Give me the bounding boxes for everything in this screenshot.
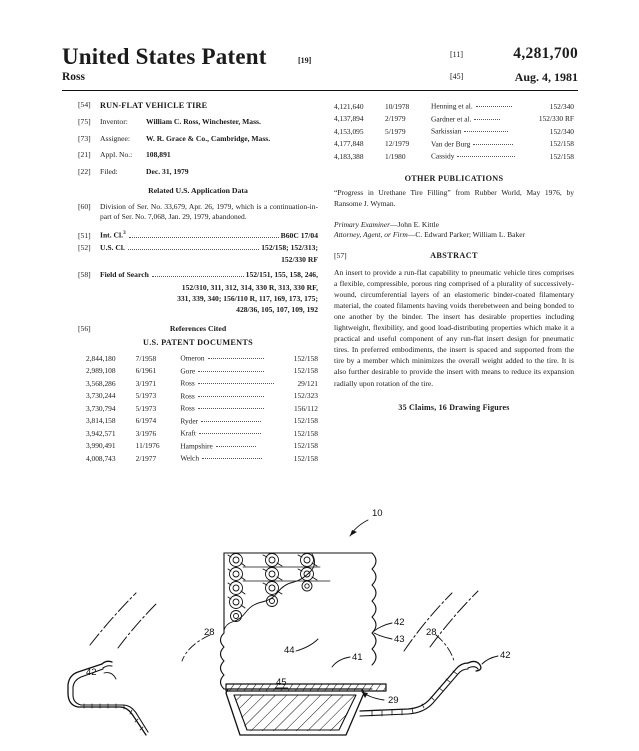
field-code-58: [58] [78,270,91,280]
field-code-73: [73] [78,133,91,143]
reference-name: Welch [174,452,273,465]
dot-leader [202,452,262,459]
right-column [334,100,574,413]
callout-leaders [104,520,498,700]
abstract-heading-row [334,250,574,261]
reference-number: 4,183,388 [334,151,364,161]
callout-28-left: 28 [204,627,215,638]
reference-number: 3,730,244 [86,391,116,401]
reference-class: 152/158 [549,151,574,161]
field-of-search-line-3: 331, 339, 340; 156/110 R, 117, 169, 173, 175; [177,293,318,303]
dot-leader [473,138,513,145]
us-cl-label: U.S. Cl. [100,243,125,253]
callout-labels [86,508,511,706]
dot-leader [198,377,274,384]
related-application-heading: Related U.S. Application Data [148,186,248,196]
reference-class: 152/158 [293,441,318,451]
reference-rows-left [78,352,318,465]
abstract-text: An insert to provide a run-flat capability to pneumatic vehicle tires comprises a flexible, compressible, porous ring comprised of a plurality of successively-wound, circumferential layers of an elastomeric binder-coated filamentary material, the coated filaments having voids therebetween and being bonded to one another by the binder. The insert has desirable properties including lightweight, flexibility, and good load-distributing properties which make it a practical and useful component of any run-flat insert design for pneumatic tires. In preferred embodiments, the insert is spaced and supported from the tire by a member which minimizes the overall weight added to the tire. It is also further desirable to provide the insert with means to reduce its expansion radially upon rotation of the tire. [334,267,574,388]
reference-number: 3,730,794 [86,403,116,413]
insert-carrier-cup [226,689,364,735]
us-patent-documents-heading: U.S. PATENT DOCUMENTS [142,337,254,347]
field-code-56: [56] [78,323,91,333]
dot-leader [152,269,244,277]
office-title: United States Patent [62,44,267,69]
reference-class: 29/121 [297,378,318,388]
reference-date: 6/1974 [135,416,157,426]
inventor-value: William C. Ross, Winchester, Mass. [146,117,261,127]
field-code-75: [75] [78,117,91,127]
references-cited-row [78,324,318,335]
header-divider-rule [62,90,578,91]
reference-name: Henning et al. [425,100,522,113]
reference-name: Ross [174,402,273,415]
callout-41: 41 [352,652,363,663]
primary-examiner-label: Primary Examiner [334,219,391,229]
left-column [78,100,318,464]
field-code-51: [51] [78,230,91,240]
field-of-search-line-2: 152/310, 311, 312, 314, 330 R, 313, 330 RF, [181,282,318,292]
dot-leader [198,402,264,409]
field-of-search-value: 152/151, 155, 158, 246, [245,270,318,280]
patent-header [62,44,578,92]
table-row [78,389,318,402]
biblio-row-appl-no [78,150,318,160]
us-patent-documents-table-right [334,100,574,163]
patent-drawing-svg [0,495,639,751]
reference-class: 152/158 [293,416,318,426]
dot-leader [476,100,512,107]
reference-number: 2,844,180 [86,353,116,363]
biblio-row-title [78,100,318,111]
dot-leader [199,427,261,434]
reference-class: 152/158 [549,139,574,149]
reference-number: 3,990,491 [86,441,116,451]
sidewall-phantom-lines [90,591,478,651]
biblio-row-assignee [78,134,318,144]
reference-name: Ross [174,389,273,402]
reference-class: 156/112 [294,403,318,413]
table-row [78,402,318,415]
patent-number: 4,281,700 [513,45,578,62]
dot-leader [198,365,264,372]
reference-date: 5/1973 [135,403,157,413]
dot-leader [198,390,264,397]
reference-number: 4,008,743 [86,453,116,463]
reference-class: 152/323 [293,391,318,401]
reference-name: Gardner et al. [425,113,522,126]
table-row [78,452,318,465]
reference-date: 1/1980 [385,151,406,161]
appl-no-label: Appl. No.: [100,150,133,160]
reference-class: 152/158 [293,428,318,438]
assignee-value: W. R. Grace & Co., Cambridge, Mass. [146,133,271,143]
reference-rows-right [334,100,574,163]
reference-name: Omeron [174,352,273,365]
callout-42-left: 42 [86,667,97,678]
issue-date: Aug. 4, 1981 [514,70,578,84]
reference-class: 152/158 [293,353,318,363]
reference-date: 12/1979 [385,139,410,149]
field-code-19: [19] [298,56,312,65]
reference-class: 152/340 [549,101,574,111]
callout-10: 10 [372,508,383,519]
dot-leader [208,352,264,359]
reference-name: Hampshire [174,439,273,452]
biblio-row-filed [78,167,318,177]
reference-class: 152/330 RF [538,114,574,124]
field-of-search-row [78,269,318,280]
field-code-22: [22] [78,166,91,176]
field-code-57: [57] [334,251,347,261]
callout-44: 44 [284,645,295,656]
reference-name: Gore [174,364,273,377]
attorney-line [334,230,574,241]
reference-number: 3,568,286 [86,378,116,388]
invention-title: RUN-FLAT VEHICLE TIRE [100,101,208,110]
table-row [334,100,574,113]
other-publications-heading: OTHER PUBLICATIONS [404,173,504,183]
field-code-11: [11] [450,50,464,59]
field-code-52: [52] [78,243,91,253]
filed-value: Dec. 31, 1979 [146,166,189,176]
table-row [78,364,318,377]
reference-date: 3/1976 [135,428,157,438]
us-cl-row [78,242,318,253]
reference-date: 11/1976 [135,441,160,451]
callout-28-right: 28 [426,627,437,638]
other-publications-text: “Progress in Urethane Tire Filling” from Rubber World, May 1976, by Ransome J. Wyman. [334,187,574,208]
inventor-surname: Ross [62,71,86,83]
reference-number: 2,989,108 [86,366,116,376]
reference-name: Ryder [174,414,273,427]
reference-date: 6/1961 [135,366,157,376]
table-row [78,414,318,427]
reference-class: 152/158 [293,453,318,463]
callout-43: 43 [394,634,405,645]
table-row [334,125,574,138]
related-application-row [78,202,318,223]
reference-date: 2/1979 [385,114,406,124]
table-row [78,439,318,452]
attorney-value: —C. Edward Parker; William L. Baker [407,230,526,240]
int-cl-label: Int. Cl.$^3$ [100,230,126,240]
field-code-21: [21] [78,150,91,160]
reference-name: Van der Burg [425,138,522,151]
reference-number: 4,153,095 [334,126,364,136]
reference-name: Cassidy [425,150,522,163]
primary-examiner-value: —John E. Kittle [390,219,439,229]
field-code-60: [60] [78,201,91,211]
int-cl-value: B60C 17/04 [280,230,318,240]
table-row [78,377,318,390]
table-row [78,427,318,440]
reference-name: Sarkissian [425,125,522,138]
table-row [78,352,318,365]
biblio-row-inventor [78,117,318,127]
reference-number: 3,814,158 [86,416,116,426]
reference-class: 152/340 [549,126,574,136]
field-of-search-line-4: 428/36, 105, 107, 109, 192 [236,304,318,314]
reference-name: Ross [174,377,273,390]
assignee-label: Assignee: [100,133,130,143]
references-cited-heading: References Cited [169,323,227,333]
abstract-heading: ABSTRACT [430,251,478,261]
dot-leader [201,415,261,422]
table-row [334,150,574,163]
inventor-label: Inventor: [100,117,128,127]
reference-name: Kraft [174,427,273,440]
patent-drawing [0,495,639,751]
int-cl-row [78,230,318,241]
callout-29: 29 [388,695,399,706]
field-code-45: [45] [450,72,464,81]
int-cl-superscript: 3 [123,230,126,237]
primary-examiner-line [334,220,574,231]
reference-number: 4,121,640 [334,101,364,111]
table-row [334,113,574,126]
rim-band [226,684,386,691]
us-cl-value: 152/158; 152/313; [261,243,318,253]
dot-leader [474,113,500,120]
callout-42-rim: 42 [394,617,405,628]
reference-date: 10/1978 [385,101,410,111]
reference-number: 3,942,571 [86,428,116,438]
dot-leader [129,230,279,238]
reference-date: 5/1973 [135,391,157,401]
reference-number: 4,137,894 [334,114,364,124]
field-code-54: [54] [78,100,91,109]
insert-ring-body [221,553,377,689]
attorney-label: Attorney, Agent, or Firm [334,230,408,240]
us-cl-value-continuation: 152/330 RF [281,254,318,264]
dot-leader [464,125,508,132]
appl-no-value: 108,891 [146,150,171,160]
field-of-search-label: Field of Search [100,270,149,280]
reference-date: 7/1958 [135,353,157,363]
related-application-text: Division of Ser. No. 33,679, Apr. 26, 1979, which is a continuation-in-part of Ser. No. 7,068, Jan. 29, 1979, abandoned. [100,201,318,222]
callout-42-right: 42 [500,650,511,661]
reference-number: 4,177,848 [334,139,364,149]
reference-class: 152/158 [293,366,318,376]
us-patent-documents-table-left [78,352,318,465]
filed-label: Filed: [100,166,118,176]
claims-and-figures-count: 35 Claims, 16 Drawing Figures [398,402,510,412]
dot-leader [128,242,259,250]
callout-45: 45 [276,677,287,688]
dot-leader [216,440,256,447]
reference-date: 2/1977 [135,453,157,463]
reference-date: 3/1971 [135,378,157,388]
table-row [334,138,574,151]
dot-leader [457,150,515,157]
reference-date: 5/1979 [385,126,406,136]
wound-filament-coils [224,554,330,631]
